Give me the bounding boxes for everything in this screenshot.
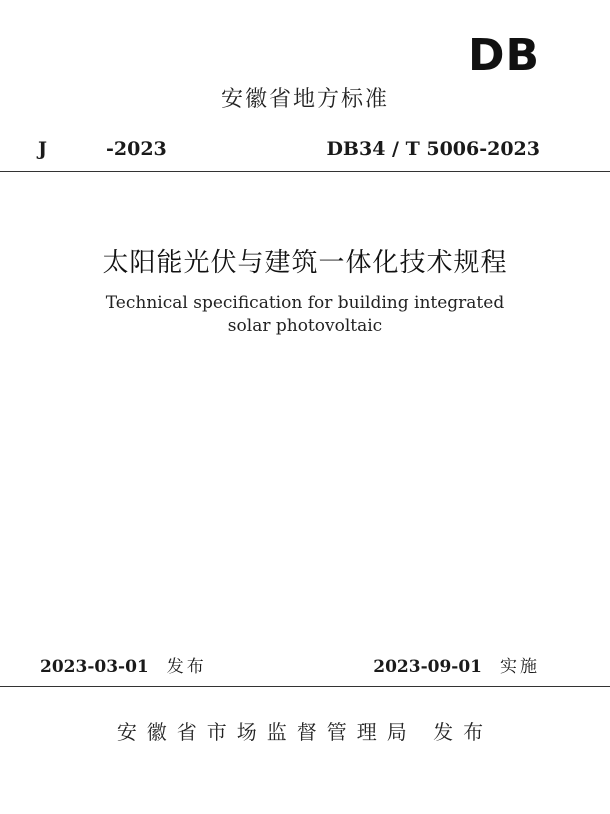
issue-label: 发布 xyxy=(166,657,207,677)
standard-number: DB34 / T 5006-2023 xyxy=(326,138,540,160)
db-logo: DB xyxy=(467,30,540,81)
standard-meta-row xyxy=(38,138,540,162)
implement-date-group xyxy=(373,652,540,677)
issue-date-group xyxy=(40,652,207,677)
title-english-line-2: solar photovoltaic xyxy=(227,316,383,336)
title-english-line-1: Technical specification for building integrated xyxy=(105,293,505,313)
bottom-divider xyxy=(0,686,610,687)
implement-date: 2023-09-01 xyxy=(373,657,482,677)
filing-prefix: J xyxy=(38,138,47,160)
publisher: 安徽省市场监督管理局 发布 xyxy=(116,720,494,744)
province-standard-heading: 安徽省地方标准 xyxy=(220,87,389,112)
implement-label: 实施 xyxy=(500,657,540,677)
top-divider xyxy=(0,171,610,172)
filing-year: -2023 xyxy=(106,138,167,160)
issue-date: 2023-03-01 xyxy=(40,657,149,677)
document-title-english xyxy=(0,292,610,338)
document-title-chinese: 太阳能光伏与建筑一体化技术规程 xyxy=(102,248,508,278)
dates-row xyxy=(40,652,540,676)
